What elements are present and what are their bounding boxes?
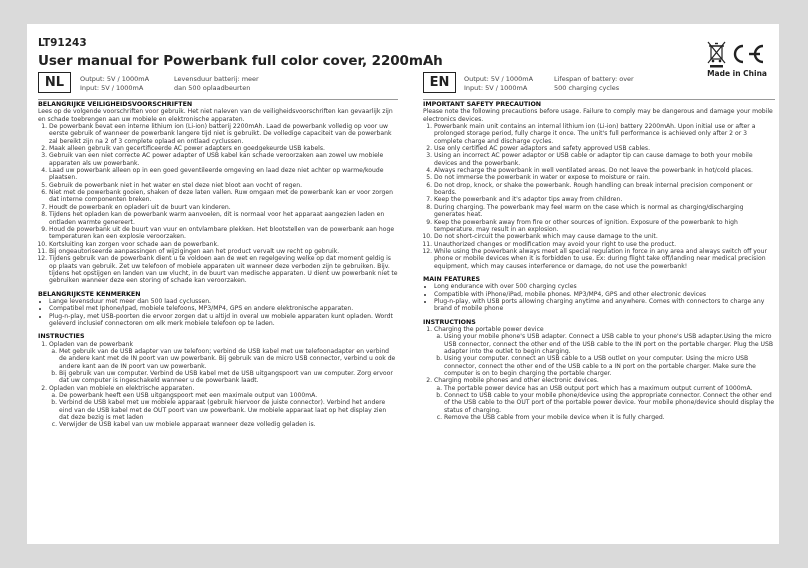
product-code: LT91243: [38, 37, 87, 49]
list-item: 7. Houdt de powerbank en opladeri uit de buurt van kinderen.: [49, 204, 398, 211]
list-item: • Plug-n-play, with USB ports allowing charging anytime and anywhere. Comes with connectors to charge any brand of mobile phone: [434, 298, 775, 313]
nl-life-line-2: dan 500 oplaadbeurten: [174, 84, 251, 92]
list-item: 9. Houd de powerbank uit de buurt van vuur en ontvlambare plekken. Het blootstellen van de powerbank aan hoge temperaturen kan een explosie veroorzaken.: [49, 226, 398, 241]
weee-bin-icon: [708, 42, 725, 68]
list-item: 3. Using an incorrect AC power adaptor or USB cable or adaptor tip can cause damage to both your mobile devices and the powerbank.: [434, 152, 775, 167]
en-instructions-heading: INSTRUCTIONS: [423, 318, 476, 326]
list-item: 8. During charging. The powerbank may feel warm on the case which is normal as charging/discharging generates heat.: [434, 204, 775, 219]
list-item: b. Bij gebruik van uw computer. Verbind de USB kabel met de USB uitgangspoort van uw computer. Zorg ervoor dat uw computer is ingeschakeld wanneer u de powerbank laadt.: [59, 370, 398, 385]
list-item: a. Using your mobile phone's USB adapter. Connect a USB cable to your phone's USB adapter.Using the micro USB connector, connect the other end of the USB cable to the IN port on the portable charger. Plug the USB adapter into the outlet to begin charging.: [444, 333, 775, 355]
en-instr-2-steps: [434, 385, 775, 422]
en-instructions-list: [423, 326, 775, 421]
list-item: • Compatibel met Iphone/Ipad, mobiele telefoons, MP3/MP4, GPS en andere elektronische apparaten.: [49, 305, 398, 312]
nl-input-spec: Input: 5V / 1000mA: [80, 84, 144, 92]
language-badge-en: EN: [423, 72, 456, 93]
list-item: 1. Powerbank main unit contains an internal lithium ion (Li-ion) battery 2200mAh. Upon initial use or after a prolonged storage period, fully charge it once. The unit's full performance is achieved only after 2 or 3 complete charge and discharge cycles.: [434, 123, 775, 145]
list-item: • Lange levensduur met meer dan 500 laad cyclussen.: [49, 298, 398, 305]
list-item: a. De powerbank heeft een USB uitgangspoort met een maximale output van 1000mA.: [59, 392, 398, 399]
document-title: User manual for Powerbank full color cover, 2200mAh: [38, 53, 443, 69]
en-power-specs: [464, 75, 533, 93]
en-input-spec: Input: 5V / 1000mA: [464, 84, 528, 92]
nl-features-list: [38, 298, 398, 327]
nl-instr-2-steps: [49, 392, 398, 429]
en-life-line-1: Lifespan of battery: over: [554, 75, 634, 83]
list-item: 10. Do not short-circuit the powerbank which may cause damage to the unit.: [434, 233, 775, 240]
list-item: 11. Bij ongeautoriseerde aanpassingen of wijzigingen aan het product vervalt uw recht op gebruik.: [49, 248, 398, 255]
list-item: [434, 377, 775, 421]
list-item: • Plug-n-play, met USB-poorten die ervoor zorgen dat u altijd in overal uw mobiele apparaten kunt opladen. Wordt geleverd inclusief connectoren om elk merk mobiele telefoon op te laden.: [49, 313, 398, 328]
nl-instr-1-title: Opladen van de powerbank: [49, 340, 134, 348]
list-item: 5. Gebruik de powerbank niet in het water en stel deze niet bloot aan vocht of regen.: [49, 182, 398, 189]
list-item: b. Connect to USB cable to your mobile phone/device using the appropriate connector. Connect the other end of the USB cable to the OUT port of the portable power device. Your mobile phone/device should display the status of charging.: [444, 392, 775, 414]
list-item: • Compatible with iPhone/iPad, mobile phones. MP3/MP4, GPS and other electronic devices: [434, 291, 775, 298]
list-item: 11. Unauthorized changes or modification may avoid your right to use the product.: [434, 241, 775, 248]
en-column: [423, 98, 775, 421]
list-item: 12. Tijdens gebruik van de powerbank dient u te voldoen aan de wet en regelgeving welke op dat moment geldig is op plaats van gebruik. Zet uw telefoon of mobiele apparaten uit wanneer deze verboden zijn te gebruiken. Bijv. tijdens het opstijgen en landen van uw vlucht, in de buurt van medische apparaten. U dient uw powerbank niet te gebruiken wanneer deze een storing of schade kan veroorzaken.: [49, 255, 398, 284]
nl-column: [38, 98, 398, 429]
nl-power-specs: [80, 75, 149, 93]
nl-instructions-heading: INSTRUCTIES: [38, 333, 85, 341]
nl-life-line-1: Levensduur batterij: meer: [174, 75, 259, 83]
en-instr-1-title: Charging the portable power device: [434, 325, 544, 333]
ce-mark-icon: [735, 46, 763, 62]
list-item: b. Verbind de USB kabel met uw mobiele apparaat (gebruik hiervoor de juiste connector). Verbind het andere eind van de USB kabel met de OUT poort van uw powerbank. Uw mobiele apparaat laat op het display zien dat deze bezig is met laden: [59, 399, 398, 421]
list-item: 6. Niet met de powerbank gooien, shaken of deze laten vallen. Ruw omgaan met de powerbank kan er voor zorgen dat interne componenten breken.: [49, 189, 398, 204]
language-badge-nl: NL: [38, 72, 71, 93]
en-features-heading: MAIN FEATURES: [423, 275, 481, 283]
list-item: 2. Maak alleen gebruik van gecertificeerde AC power adapters en goedgekeurde USB kabels.: [49, 145, 398, 152]
en-safety-heading: IMPORTANT SAFETY PRECAUTION: [423, 101, 542, 108]
en-safety-list: [423, 123, 775, 270]
en-instr-2-title: Charging mobile phones and other electronic devices.: [434, 377, 599, 385]
en-life-line-2: 500 charging cycles: [554, 84, 620, 92]
list-item: 4. Always recharge the powerbank in well ventilated areas. Do not leave the powerbank in hot/cold places.: [434, 167, 775, 174]
en-output-spec: Output: 5V / 1000mA: [464, 75, 534, 83]
divider: [423, 99, 775, 100]
list-item: 1. De powerbank bevat een interne lithium ion (Li-ion) batterij 2200mAh. Laad de powerbank volledig op voor uw eerste gebruik of wanneer de powerbank langere tijd niet is gebruikt. De volledige capaciteit van de powerbank zal bereikt zijn na 2 of 3 complete oplaad en ontlaad cyclussen.: [49, 123, 398, 145]
nl-safety-intro: Lees op de volgende voorschriften voor gebruik. Het niet naleven van de veiligheidsvoorschriften kan gevaarlijk zijn en schade toebrengen aan uw mobiele en elektronische apparaten.: [38, 108, 393, 123]
list-item: • Long endurance with over 500 charging cycles: [434, 283, 775, 290]
divider: [38, 99, 398, 100]
list-item: 3. Gebruik van een niet correcte AC power adapter of USB kabel kan schade veroorzaken aan zowel uw mobiele apparaten als uw powerbank.: [49, 152, 398, 167]
list-item: 7. Keep the powerbank and it's adaptor tips away from children.: [434, 196, 775, 203]
nl-instructions-list: [38, 341, 398, 429]
list-item: [49, 385, 398, 429]
list-item: c. Verwijder de USB kabel van uw mobiele apparaat wanneer deze volledig geladen is.: [59, 421, 398, 428]
list-item: 10. Kortsluiting kan zorgen voor schade aan de powerbank.: [49, 241, 398, 248]
en-safety-intro: Please note the following precautions before usage. Failure to comply may be dangerous and damage your mobile electronics devices.: [423, 108, 773, 123]
en-instr-1-steps: [434, 333, 775, 377]
list-item: 5. Do not immerse the powerbank in water or expose to moisture or rain.: [434, 174, 775, 181]
list-item: 2. Use only certified AC power adaptors and safety approved USB cables.: [434, 145, 775, 152]
list-item: 8. Tijdens het opladen kan de powerbank warm aanvoelen, dit is normaal voor het apparaat aangezien laden en ontladen warmte genereert.: [49, 211, 398, 226]
en-battery-life: [554, 75, 634, 93]
nl-safety-list: [38, 123, 398, 285]
list-item: a. The portable power device has an USB output port which has a maximum output current of 1000mA.: [444, 385, 775, 392]
list-item: a. Met gebruik van de USB adapter van uw telefoon; verbind de USB kabel met uw telefoonadapter en verbind de andere kant met de IN poort van uw powerbank. Bij gebruik van de micro USB connector, verbind u ook de andere kant aan de IN poort van uw powerbank.: [59, 348, 398, 370]
list-item: 6. Do not drop, knock, or shake the powerbank. Rough handling can break internal precision component or boards.: [434, 182, 775, 197]
list-item: 4. Laad uw powerbank alleen op in een goed geventileerde omgeving en laad deze niet achter op warme/koude plaatsen.: [49, 167, 398, 182]
list-item: 9. Keep the powerbank away from fire or other sources of ignition. Exposure of the powerbank to high temperature. may result in an explosion.: [434, 219, 775, 234]
nl-instr-1-steps: [49, 348, 398, 385]
nl-safety-heading: BELANGRIJKE VEILIGHEIDSVOORSCHRIFTEN: [38, 101, 193, 108]
list-item: [49, 341, 398, 385]
nl-instr-2-title: Opladen van mobiele en elektrische apparaten.: [49, 384, 195, 392]
nl-battery-life: [174, 75, 259, 93]
nl-output-spec: Output: 5V / 1000mA: [80, 75, 150, 83]
list-item: [434, 326, 775, 377]
list-item: 12. While using the powerbank always meet all special regulation in force in any area and always switch off your phone or mobile devices when it is forbidden to use. Ex: during flight take off/landing near medical precision equipment, which may causes interference or damage, do not use the powerbank!: [434, 248, 775, 270]
nl-features-heading: BELANGRIJKSTE KENMERKEN: [38, 290, 141, 298]
en-features-list: [423, 283, 775, 312]
made-in-label: Made in China: [707, 69, 767, 78]
list-item: c. Remove the USB cable from your mobile device when it is fully charged.: [444, 414, 775, 421]
list-item: b. Using your computer. connect an USB cable to a USB outlet on your computer. Using the micro USB connector, connect the other end of the USB cable to a IN port on the portable charger. Make sure the computer is on to begin charging the portable charger.: [444, 355, 775, 377]
manual-page: [27, 24, 779, 544]
